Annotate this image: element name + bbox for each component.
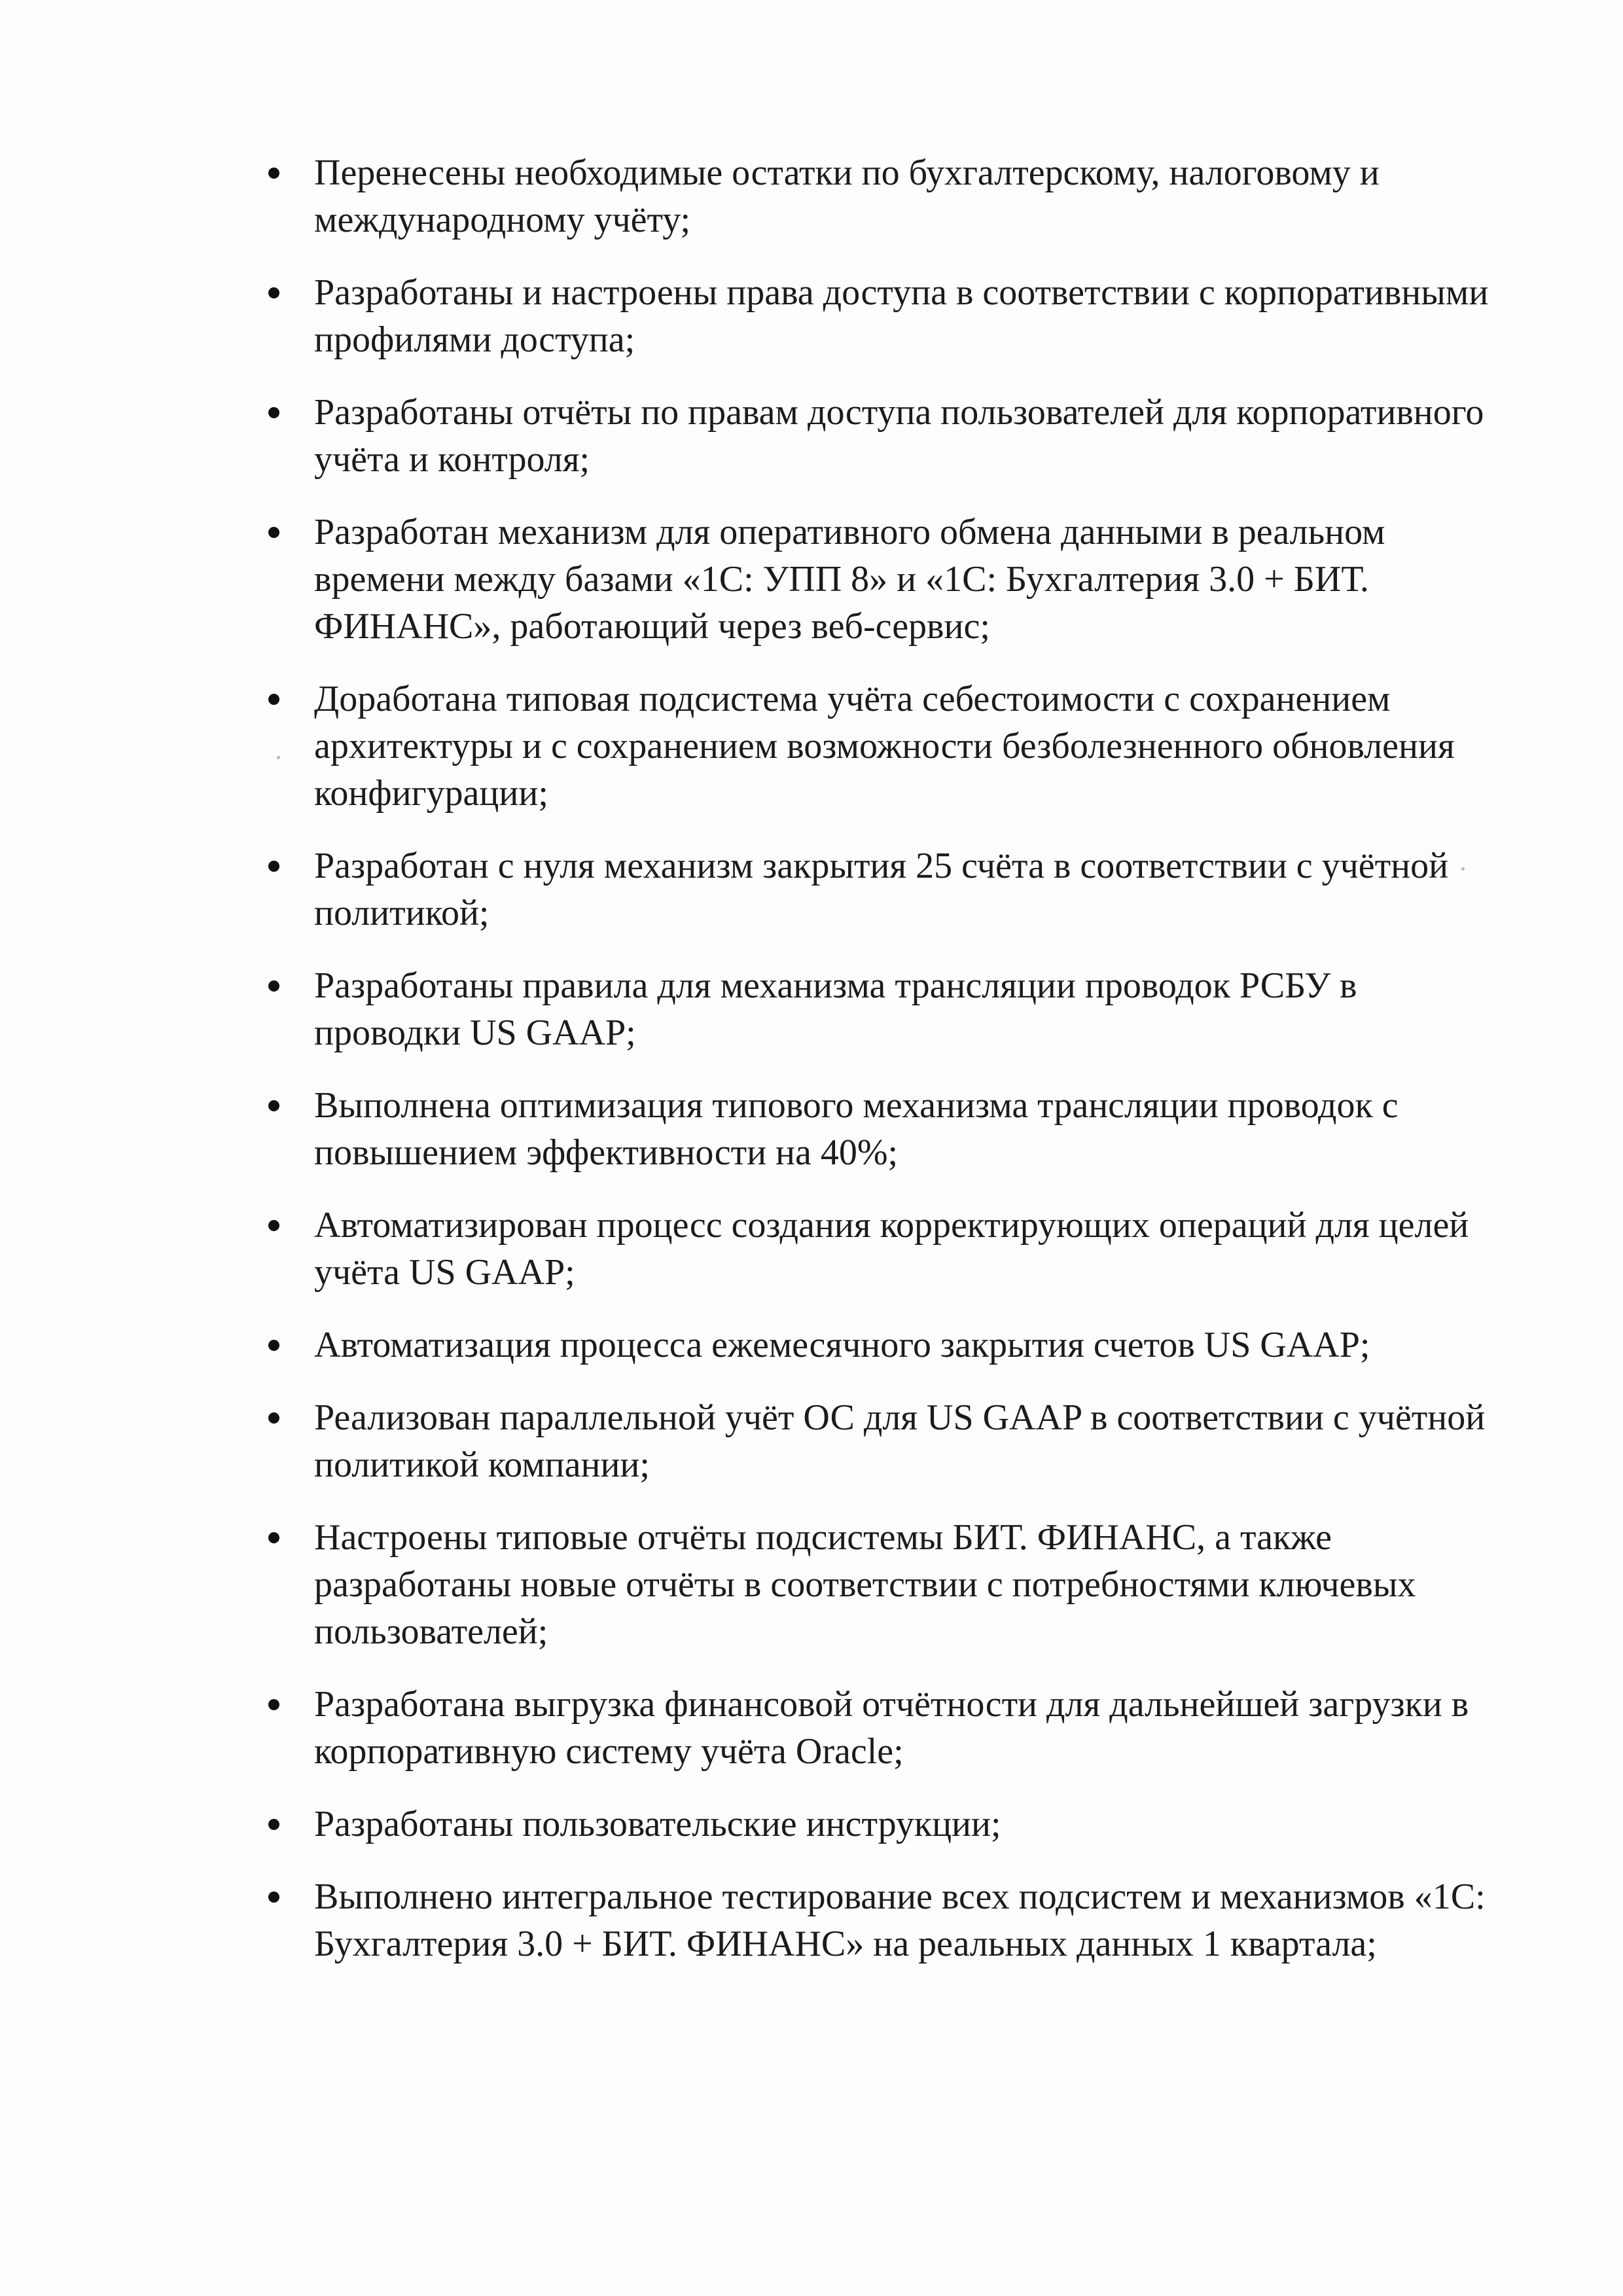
list-item (314, 1394, 1505, 1488)
list-item-text: Разработаны отчёты по правам доступа пользователей для корпоративного учёта и контроля; (314, 392, 1484, 480)
list-item (314, 1202, 1505, 1296)
bullet-icon (268, 1220, 279, 1231)
list-item (314, 1873, 1505, 1967)
bullet-icon (268, 694, 279, 705)
bullet-icon (268, 1819, 279, 1830)
list-item (314, 675, 1505, 817)
list-item-text: Разработаны пользовательские инструкции; (314, 1804, 1001, 1844)
list-item-text: Реализован параллельной учёт ОС для US GAAP в соответствии с учётной политикой компании; (314, 1397, 1486, 1485)
list-item (314, 269, 1505, 363)
list-item-text: Выполнено интегральное тестирование всех подсистем и механизмов «1С: Бухгалтерия 3.0 + БИТ. ФИНАНС» на реальных данных 1 квартала; (314, 1876, 1486, 1964)
bullet-icon (268, 407, 279, 418)
list-item (314, 1321, 1505, 1369)
list-item (314, 1082, 1505, 1176)
bullet-icon (268, 1100, 279, 1111)
list-item-text: Доработана типовая подсистема учёта себестоимости с сохранением архитектуры и с сохранением возможности безболезненного обновления конфигурации; (314, 679, 1455, 814)
list-item (314, 962, 1505, 1056)
list-item-text: Разработаны и настроены права доступа в соответствии с корпоративными профилями доступа; (314, 272, 1489, 360)
bullet-icon (268, 1532, 279, 1543)
list-item (314, 1801, 1505, 1848)
list-item-text: Перенесены необходимые остатки по бухгалтерскому, налоговому и международному учёту; (314, 152, 1380, 240)
list-item-text: Разработан с нуля механизм закрытия 25 счёта в соответствии с учётной политикой; (314, 846, 1449, 933)
bullet-icon (268, 1412, 279, 1424)
list-item-text: Разработаны правила для механизма трансляции проводок РСБУ в проводки US GAAP; (314, 965, 1357, 1053)
list-item (314, 149, 1505, 243)
list-item (314, 1514, 1505, 1655)
list-item-text: Настроены типовые отчёты подсистемы БИТ. ФИНАНС, а также разработаны новые отчёты в соответствии с потребностями ключевых пользователей; (314, 1517, 1416, 1652)
bullet-icon (268, 1892, 279, 1903)
scan-speck (277, 756, 280, 759)
bullet-icon (268, 527, 279, 538)
list-item (314, 509, 1505, 650)
bullet-icon (268, 980, 279, 992)
bullet-icon (268, 861, 279, 872)
list-item-text: Выполнена оптимизация типового механизма трансляции проводок с повышением эффективности на 40%; (314, 1085, 1399, 1173)
list-item-text: Разработан механизм для оперативного обмена данными в реальном времени между базами «1С: УПП 8» и «1С: Бухгалтерия 3.0 + БИТ. ФИНАНС», работающий через веб-сервис; (314, 512, 1385, 647)
scan-speck (1461, 867, 1465, 870)
bullet-icon (268, 168, 279, 179)
list-item (314, 389, 1505, 483)
bullet-icon (268, 287, 279, 298)
list-item (314, 842, 1505, 937)
list-item (314, 1681, 1505, 1775)
bullet-icon (268, 1340, 279, 1351)
list-item-text: Автоматизирован процесс создания корректирующих операций для целей учёта US GAAP; (314, 1205, 1469, 1293)
bullet-icon (268, 1699, 279, 1710)
bullet-list (314, 149, 1505, 1993)
list-item-text: Разработана выгрузка финансовой отчётности для дальнейшей загрузки в корпоративную систему учёта Oracle; (314, 1684, 1469, 1772)
list-item-text: Автоматизация процесса ежемесячного закрытия счетов US GAAP; (314, 1325, 1370, 1365)
